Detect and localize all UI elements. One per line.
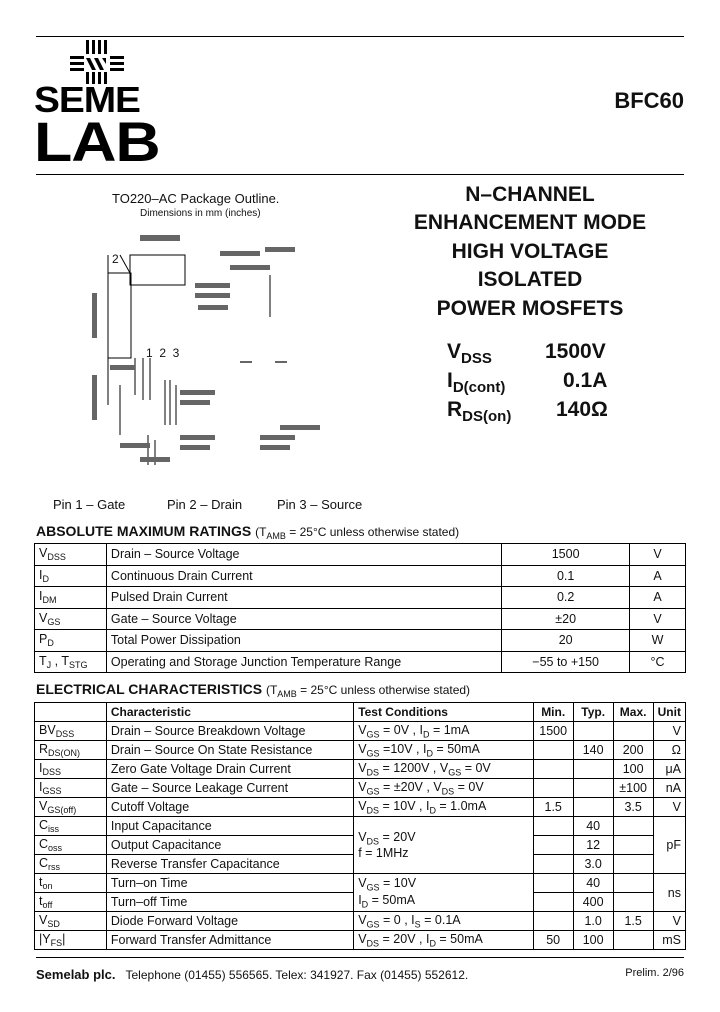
elec-typ (573, 722, 613, 741)
elec-row (35, 722, 686, 741)
abs-max-unit: A (630, 587, 686, 609)
header-min: Min. (533, 703, 573, 722)
abs-max-unit: A (630, 565, 686, 587)
elec-test-conditions: $V_{DS} = 1200V$ , $V_{GS} = 0V$ (354, 760, 534, 779)
abs-max-value: 0.2 (502, 587, 630, 609)
logo-text-lab: LAB (34, 110, 160, 173)
elec-test-conditions: $V_{GS} = \pm 20V$ , $V_{DS} = 0V$ (354, 779, 534, 798)
elec-min (533, 760, 573, 779)
pin-marker: 2 (112, 252, 119, 266)
elec-typ: 3.0 (573, 855, 613, 874)
elec-unit: μA (653, 760, 685, 779)
abs-max-unit: °C (630, 651, 686, 673)
elec-symbol: $BV_{DSS}$ (35, 722, 107, 741)
elec-unit-switching: ns (653, 874, 685, 912)
abs-max-description: Continuous Drain Current (106, 565, 501, 587)
footer-prelim: Prelim. 2/96 (625, 967, 684, 979)
elec-min (533, 836, 573, 855)
logo-text-seme: SEME (34, 79, 140, 120)
elec-typ: 140 (573, 741, 613, 760)
header-unit: Unit (653, 703, 685, 722)
headline-line-3: HIGH VOLTAGE (451, 240, 609, 263)
abs-max-row (35, 630, 686, 652)
abs-max-row (35, 587, 686, 609)
elec-test-conditions: $V_{DS} = 10V$ , $I_D = 1.0mA$ (354, 798, 534, 817)
elec-test-conditions: $V_{GS} = 0$ , $I_S = 0.1A$ (354, 912, 534, 931)
elec-min (533, 855, 573, 874)
elec-unit: Ω (653, 741, 685, 760)
elec-test-conditions: $V_{GS} =10V$ , $I_D = 50mA$ (354, 741, 534, 760)
abs-max-symbol: $I_D$ (35, 565, 107, 587)
header-test-conditions: Test Conditions (354, 703, 534, 722)
spec-vdss-symbol: $V_{DSS}$ (447, 340, 492, 368)
abs-max-symbol: $T_J$ , $T_{STG}$ (35, 651, 107, 673)
headline-line-2: ENHANCEMENT MODE (413, 211, 647, 234)
spec-rds-symbol: $R_{DS(on)}$ (447, 398, 512, 426)
footer-company: Semelab plc. (36, 967, 116, 982)
elec-unit: V (653, 912, 685, 931)
top-rule (36, 36, 684, 37)
abs-max-row (35, 608, 686, 630)
elec-typ: 400 (573, 893, 613, 912)
elec-characteristic: Cutoff Voltage (106, 798, 353, 817)
elec-typ: 1.0 (573, 912, 613, 931)
elec-min (533, 893, 573, 912)
elec-test-conditions: $V_{DS} = 20V$ , $I_D = 50mA$ (354, 931, 534, 950)
elec-max (613, 931, 653, 950)
elec-unit: mS (653, 931, 685, 950)
elec-unit-capacitance: pF (653, 817, 685, 874)
spec-id-value: 0.1A (563, 369, 608, 392)
elec-characteristic: Drain – Source On State Resistance (106, 741, 353, 760)
elec-char-title: ELECTRICAL CHARACTERISTICS ($T_{AMB} = 25^\circ C$ unless otherwise stated) (36, 681, 471, 699)
elec-typ (573, 798, 613, 817)
abs-max-table (34, 543, 686, 673)
abs-max-unit: W (630, 630, 686, 652)
header-rule (36, 174, 684, 175)
abs-max-title: ABSOLUTE MAXIMUM RATINGS ($T_{AMB} = 25^\circ C$ unless otherwise stated) (36, 523, 460, 541)
header-characteristic: Characteristic (106, 703, 353, 722)
elec-min: 50 (533, 931, 573, 950)
elec-row (35, 760, 686, 779)
elec-row (35, 912, 686, 931)
elec-min (533, 874, 573, 893)
elec-max: ±100 (613, 779, 653, 798)
abs-max-symbol: $I_{DM}$ (35, 587, 107, 609)
elec-symbol: $I_{GSS}$ (35, 779, 107, 798)
elec-typ (573, 779, 613, 798)
elec-characteristic: Zero Gate Voltage Drain Current (106, 760, 353, 779)
elec-max: 200 (613, 741, 653, 760)
abs-max-row (35, 544, 686, 566)
pin-3-label: Pin 3 – Source (277, 497, 363, 512)
abs-max-value: 20 (502, 630, 630, 652)
elec-max (613, 874, 653, 893)
elec-row-capacitance (35, 817, 686, 836)
spec-vdss-value: 1500V (545, 340, 606, 363)
abs-max-unit: V (630, 544, 686, 566)
elec-symbol: $R_{DS(ON)}$ (35, 741, 107, 760)
elec-test-conditions-switching: $V_{GS} = 10V$ $I_D = 50mA$ (354, 874, 534, 912)
elec-symbol: $C_{rss}$ (35, 855, 107, 874)
abs-max-value: 0.1 (502, 565, 630, 587)
abs-max-symbol: $P_D$ (35, 630, 107, 652)
headline-line-5: POWER MOSFETS (436, 297, 624, 320)
elec-row (35, 931, 686, 950)
header-typ: Typ. (573, 703, 613, 722)
elec-row (35, 779, 686, 798)
abs-max-value: 1500 (502, 544, 630, 566)
elec-characteristic: Diode Forward Voltage (106, 912, 353, 931)
abs-max-description: Drain – Source Voltage (106, 544, 501, 566)
elec-typ: 40 (573, 817, 613, 836)
elec-max: 100 (613, 760, 653, 779)
elec-test-conditions: $V_{GS} = 0V$ , $I_D = 1mA$ (354, 722, 534, 741)
elec-symbol: $t_{off}$ (35, 893, 107, 912)
elec-row (35, 798, 686, 817)
abs-max-symbol: $V_{DSS}$ (35, 544, 107, 566)
elec-characteristic: Input Capacitance (106, 817, 353, 836)
elec-symbol: $I_{DSS}$ (35, 760, 107, 779)
headline-line-1: N–CHANNEL (465, 183, 595, 206)
package-outline-drawing (80, 225, 340, 475)
elec-typ: 40 (573, 874, 613, 893)
abs-max-description: Operating and Storage Junction Temperature Range (106, 651, 501, 673)
elec-typ: 100 (573, 931, 613, 950)
pin-number-labels: 1 2 3 (146, 346, 180, 360)
abs-max-unit: V (630, 608, 686, 630)
abs-max-row (35, 565, 686, 587)
footer-contact: Semelab plc. Telephone (01455) 556565. Telex: 341927. Fax (01455) 552612. (36, 967, 469, 982)
elec-characteristic: Reverse Transfer Capacitance (106, 855, 353, 874)
abs-max-description: Total Power Dissipation (106, 630, 501, 652)
elec-symbol: $V_{GS(off)}$ (35, 798, 107, 817)
elec-min (533, 912, 573, 931)
abs-max-description: Pulsed Drain Current (106, 587, 501, 609)
elec-max: 3.5 (613, 798, 653, 817)
elec-row-switching (35, 874, 686, 893)
elec-min: 1.5 (533, 798, 573, 817)
elec-symbol: $C_{iss}$ (35, 817, 107, 836)
elec-symbol: $C_{oss}$ (35, 836, 107, 855)
elec-max (613, 893, 653, 912)
elec-characteristic: Output Capacitance (106, 836, 353, 855)
elec-typ: 12 (573, 836, 613, 855)
elec-characteristic: Forward Transfer Admittance (106, 931, 353, 950)
elec-unit: nA (653, 779, 685, 798)
elec-max: 1.5 (613, 912, 653, 931)
elec-unit: V (653, 798, 685, 817)
elec-min: 1500 (533, 722, 573, 741)
abs-max-description: Gate – Source Voltage (106, 608, 501, 630)
elec-symbol: $|Y_{FS}|$ (35, 931, 107, 950)
elec-test-conditions-capacitance: $V_{DS} = 20V$ f = 1MHz (354, 817, 534, 874)
elec-symbol: $t_{on}$ (35, 874, 107, 893)
elec-max (613, 836, 653, 855)
headline-line-4: ISOLATED (477, 268, 583, 291)
elec-header-row (35, 703, 686, 722)
elec-characteristic: Turn–on Time (106, 874, 353, 893)
abs-max-value: ±20 (502, 608, 630, 630)
elec-max (613, 722, 653, 741)
footer-rule (36, 957, 684, 958)
abs-max-value: −55 to +150 (502, 651, 630, 673)
elec-symbol: $V_{SD}$ (35, 912, 107, 931)
abs-max-symbol: $V_{GS}$ (35, 608, 107, 630)
elec-characteristic: Drain – Source Breakdown Voltage (106, 722, 353, 741)
header-symbol (35, 703, 107, 722)
elec-max (613, 817, 653, 836)
part-number: BFC60 (614, 88, 684, 113)
elec-characteristic: Gate – Source Leakage Current (106, 779, 353, 798)
elec-row (35, 741, 686, 760)
elec-max (613, 855, 653, 874)
elec-typ (573, 760, 613, 779)
spec-id-symbol: $I_{D(cont)}$ (447, 369, 506, 397)
header-max: Max. (613, 703, 653, 722)
elec-min (533, 779, 573, 798)
elec-characteristic: Turn–off Time (106, 893, 353, 912)
abs-max-row (35, 651, 686, 673)
pin-2-label: Pin 2 – Drain (167, 497, 243, 512)
elec-unit: V (653, 722, 685, 741)
pin-1-label: Pin 1 – Gate (53, 497, 126, 512)
elec-char-table (34, 702, 686, 950)
elec-min (533, 741, 573, 760)
spec-rds-value: 140Ω (556, 398, 608, 421)
elec-min (533, 817, 573, 836)
package-subtitle: Dimensions in mm (inches) (140, 208, 261, 219)
package-title: TO220–AC Package Outline. (112, 191, 280, 206)
